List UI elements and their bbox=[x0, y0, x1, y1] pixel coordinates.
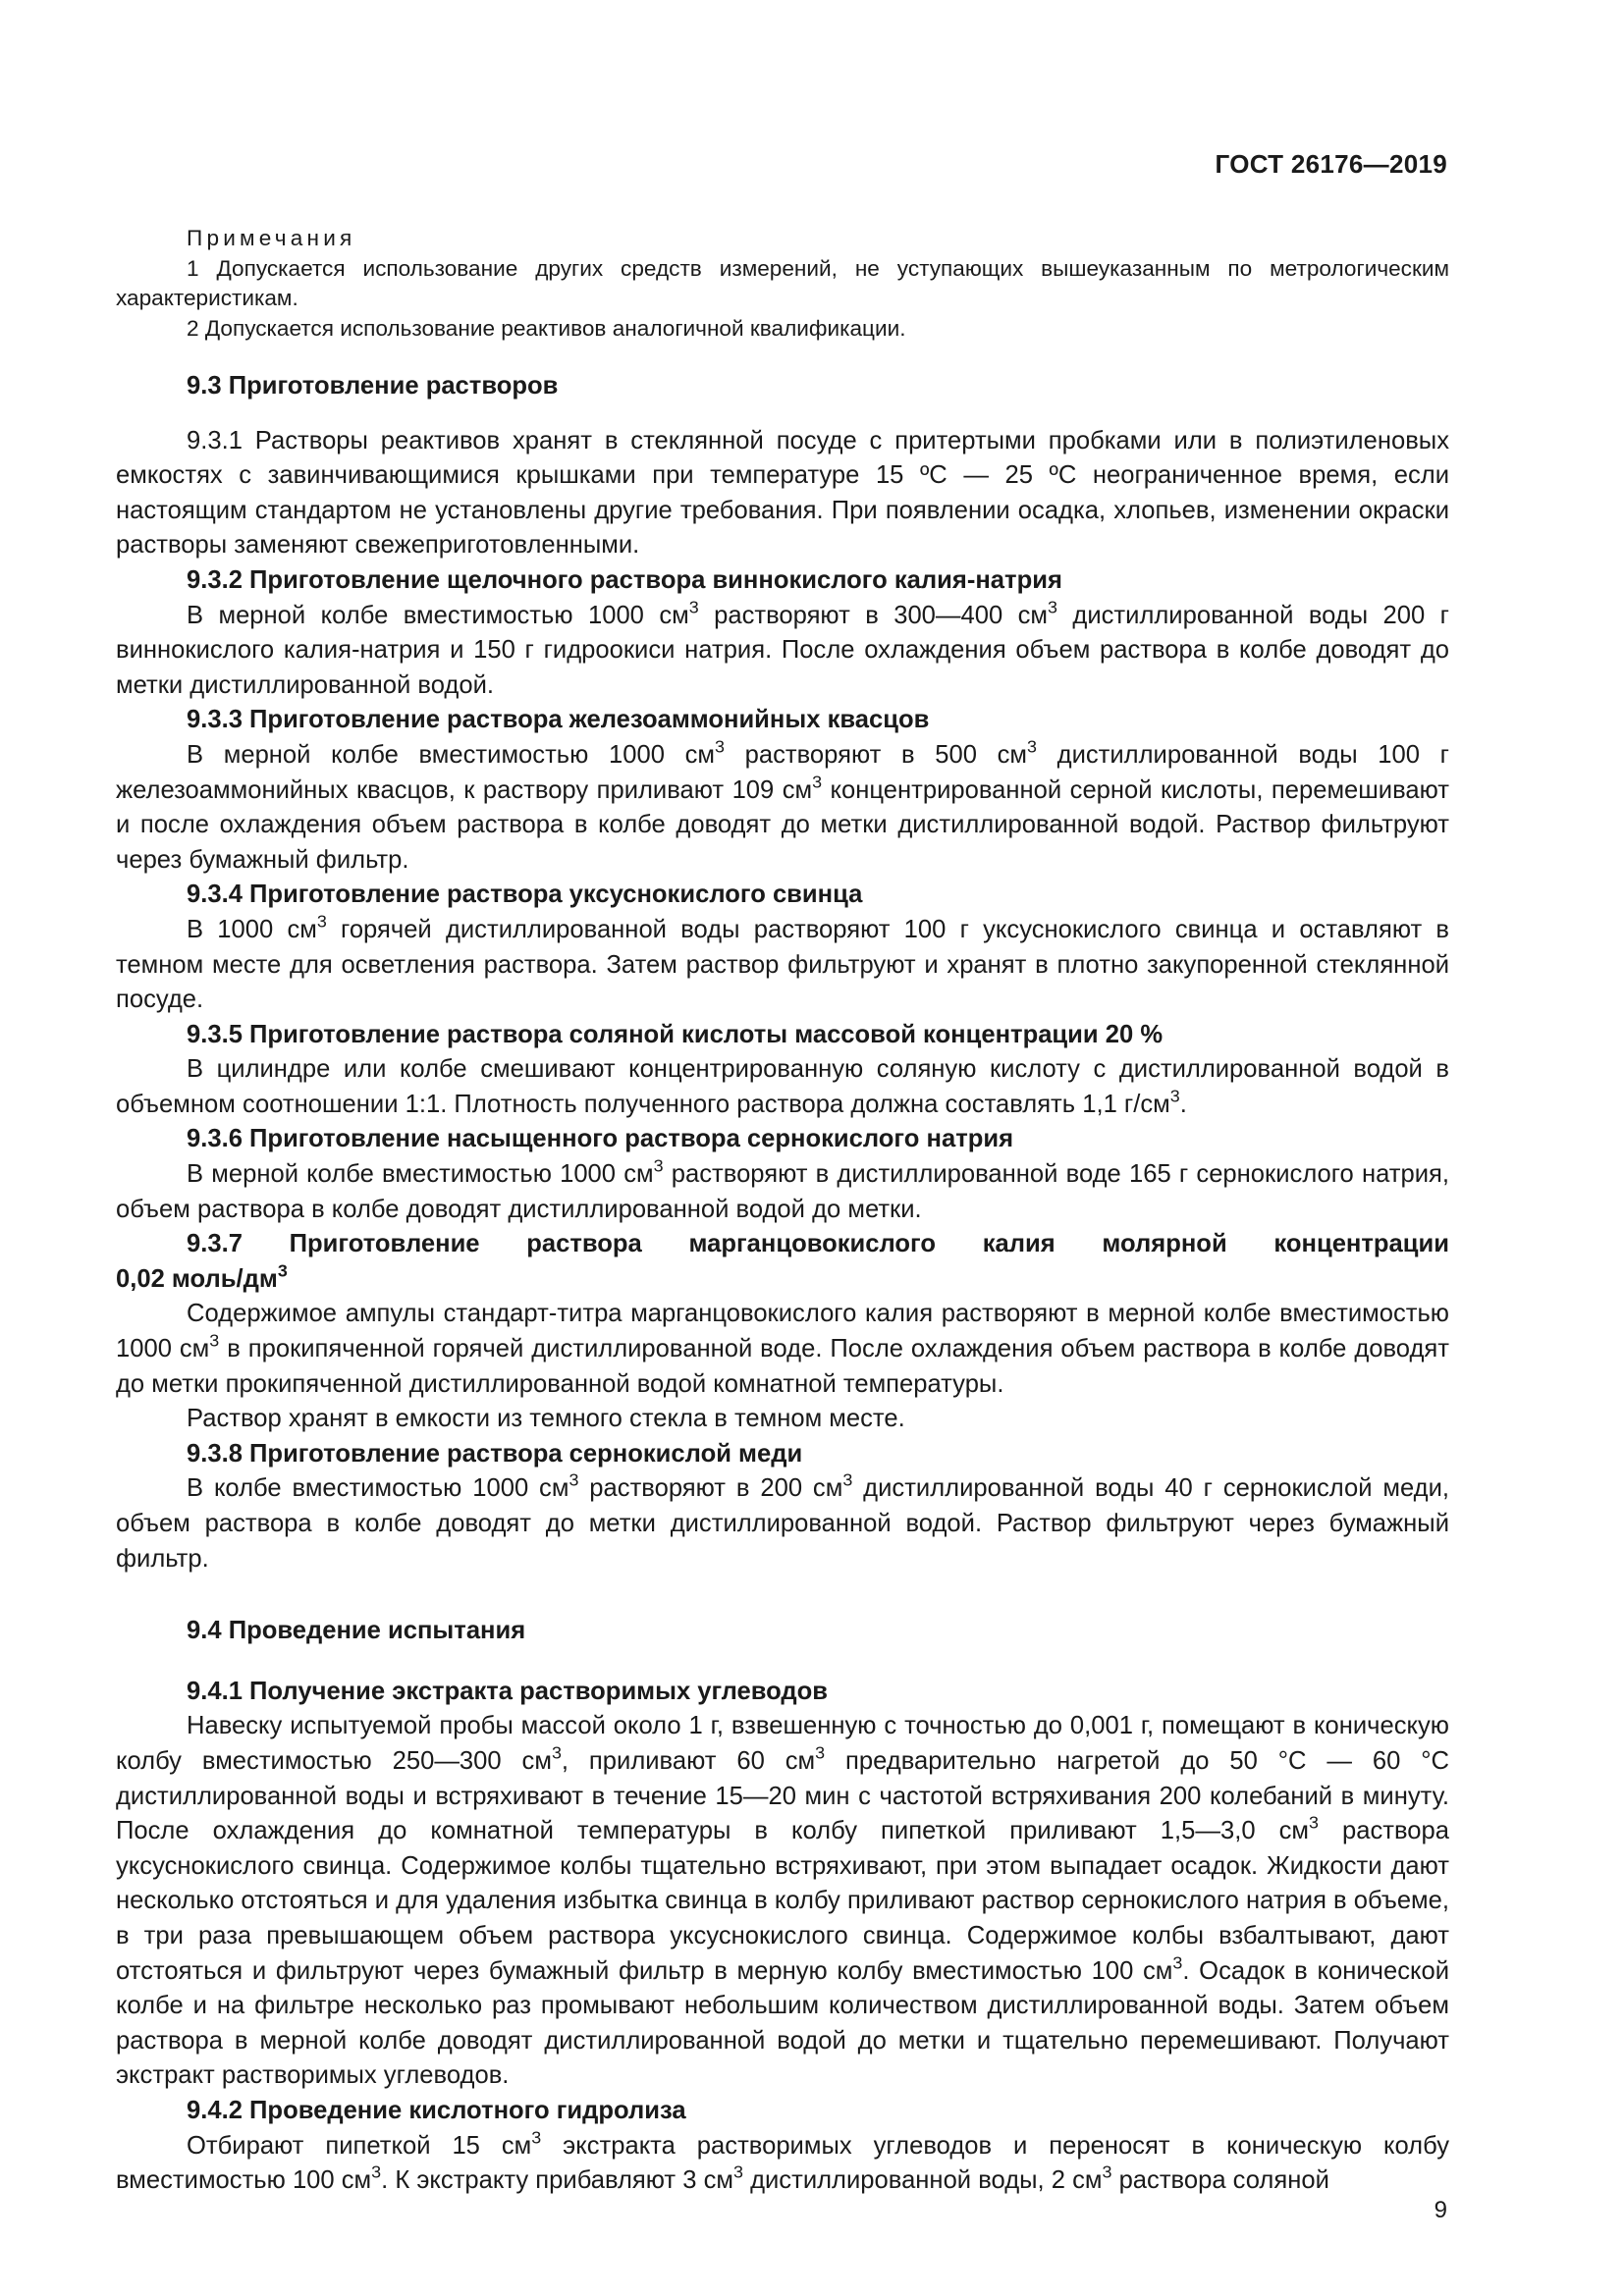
heading-9-3-8: 9.3.8 Приготовление раствора сернокислой меди bbox=[187, 1439, 803, 1468]
heading-9-3-4: 9.3.4 Приготовление раствора уксуснокислого свинца bbox=[187, 881, 863, 909]
paragraph-9-3-2: В мерной колбе вместимостью 1000 $см^3$ растворяют в 300—400 $см^3$ дистиллированной воды 200 г виннокислого калия-натрия и 150 г гидроокиси натрия. После охлаждения объем раствора в колбе доводят до метки дистиллированной водой. bbox=[116, 596, 1449, 699]
paragraph-9-4-2: Отбирают пипеткой 15 $см^3$ экстракта растворимых углеводов и переносят в коническую колбу вместимостью 100 $см^3$. К экстракту прибавляют 3 $см^3$ дистиллированной воды, 2 $см^3$ раствора соляной bbox=[116, 2126, 1449, 2195]
notes-block bbox=[116, 224, 1449, 344]
paragraph-9-3-6: В мерной колбе вместимостью 1000 $см^3$ растворяют в дистиллированной воде 165 г сернокислого натрия, объем раствора в колбе доводят дистиллированной водой до метки. bbox=[116, 1155, 1449, 1223]
section-9-3-title: 9.3 Приготовление растворов bbox=[187, 372, 559, 400]
paragraph-9-3-1: 9.3.1 Растворы реактивов хранят в стеклянной посуде с притертыми пробками или в полиэтиленовых емкостях с завинчивающимися крышками при температуре 15 ºС — 25 ºС неограниченное время, если настоящим стандартом не установлены другие требования. При появлении осадка, хлопьев, изменении окраски растворы заменяют свежеприготовленными. bbox=[116, 426, 1449, 560]
page-number: 9 bbox=[1434, 2197, 1447, 2223]
heading-9-3-7-line-2: 0,02 моль/$дм^3$ bbox=[116, 1260, 288, 1293]
note-2: 2 Допускается использование реактивов аналогичной квалификации. bbox=[187, 315, 906, 341]
paragraph-9-4-1: Навеску испытуемой пробы массой около 1 г, взвешенную с точностью до 0,001 г, помещают в коническую колбу вместимостью 250—300 $см^3$, приливают 60 $см^3$ предварительно нагретой до 50 °С — 60 °С дистиллированной воды и встряхивают в течение 15—20 мин с частотой встряхивания 200 колебаний в минуту. После охлаждения до комнатной температуры в колбу пипеткой приливают 1,5—3,0 $см^3$ раствора уксуснокислого свинца. Содержимое колбы тщательно встряхивают, при этом выпадает осадок. Жидкости дают несколько отстояться и для удаления избытка свинца в колбу приливают раствор сернокислого натрия в объеме, в три раза превышающем объем раствора уксуснокислого свинца. Содержимое колбы взбалтывают, дают отстояться и фильтруют через бумажный фильтр в мерную колбу вместимостью 100 $см^3$. Осадок в конической колбе и на фильтре несколько раз промывают небольшим количеством дистиллированной воды. Затем объем раствора в мерной колбе доводят дистиллированной водой до метки и тщательно перемешивают. Получают экстракт растворимых углеводов. bbox=[116, 1712, 1450, 2090]
standard-header: ГОСТ 26176—2019 bbox=[1215, 149, 1447, 179]
paragraph-9-3-8: В колбе вместимостью 1000 $см^3$ растворяют в 200 $см^3$ дистиллированной воды 40 г сернокислой меди, объем раствора в колбе доводят до метки дистиллированной водой. Раствор фильтруют через бумажный фильтр. bbox=[116, 1469, 1449, 1573]
heading-9-4-1: 9.4.1 Получение экстракта растворимых углеводов bbox=[187, 1677, 829, 1705]
heading-9-3-6: 9.3.6 Приготовление насыщенного раствора сернокислого натрия bbox=[187, 1125, 1014, 1153]
heading-9-3-3: 9.3.3 Приготовление раствора железоаммонийных квасцов bbox=[187, 706, 930, 734]
heading-9-4-2: 9.4.2 Проведение кислотного гидролиза bbox=[187, 2096, 686, 2124]
page-content bbox=[116, 224, 1449, 2199]
heading-9-3-7-line-1: 9.3.7 Приготовление раствора марганцовокислого калия молярной концентрации bbox=[187, 1230, 1449, 1258]
note-1: 1 Допускается использование других средств измерений, не уступающих вышеуказанным по метрологическим характеристикам. bbox=[116, 255, 1449, 310]
paragraph-9-3-7: Содержимое ампулы стандарт-титра марганцовокислого калия растворяют в мерной колбе вместимостью 1000 $см^3$ в прокипяченной горячей дистиллированной воде. После охлаждения объем раствора в колбе доводят до метки прокипяченной дистиллированной водой комнатной температуры. bbox=[116, 1300, 1449, 1398]
paragraph-9-3-3: В мерной колбе вместимостью 1000 $см^3$ растворяют в 500 $см^3$ дистиллированной воды 100 г железоаммонийных квасцов, к раствору приливают 109 $см^3$ концентрированной серной кислоты, перемешивают и после охлаждения объем раствора в колбе доводят до метки дистиллированной водой. Раствор фильтруют через бумажный фильтр. bbox=[116, 736, 1449, 874]
paragraph-9-3-5: В цилиндре или колбе смешивают концентрированную соляную кислоту с дистиллированной водой в объемном соотношении 1:1. Плотность полученного раствора должна составлять 1,1 $г/см^3$. bbox=[116, 1055, 1449, 1118]
paragraph-9-3-7-storage: Раствор хранят в емкости из темного стекла в темном месте. bbox=[187, 1405, 905, 1433]
paragraph-9-3-4: В 1000 $см^3$ горячей дистиллированной воды растворяют 100 г уксуснокислого свинца и оставляют в темном месте для осветления раствора. Затем раствор фильтруют и хранят в плотно закупоренной стеклянной посуде. bbox=[116, 911, 1449, 1014]
section-9-4-title: 9.4 Проведение испытания bbox=[187, 1617, 526, 1645]
heading-9-3-2: 9.3.2 Приготовление щелочного раствора виннокислого калия-натрия bbox=[187, 565, 1062, 594]
heading-9-3-5: 9.3.5 Приготовление раствора соляной кислоты массовой концентрации 20 % bbox=[187, 1020, 1164, 1048]
notes-title: Примечания bbox=[187, 226, 356, 250]
